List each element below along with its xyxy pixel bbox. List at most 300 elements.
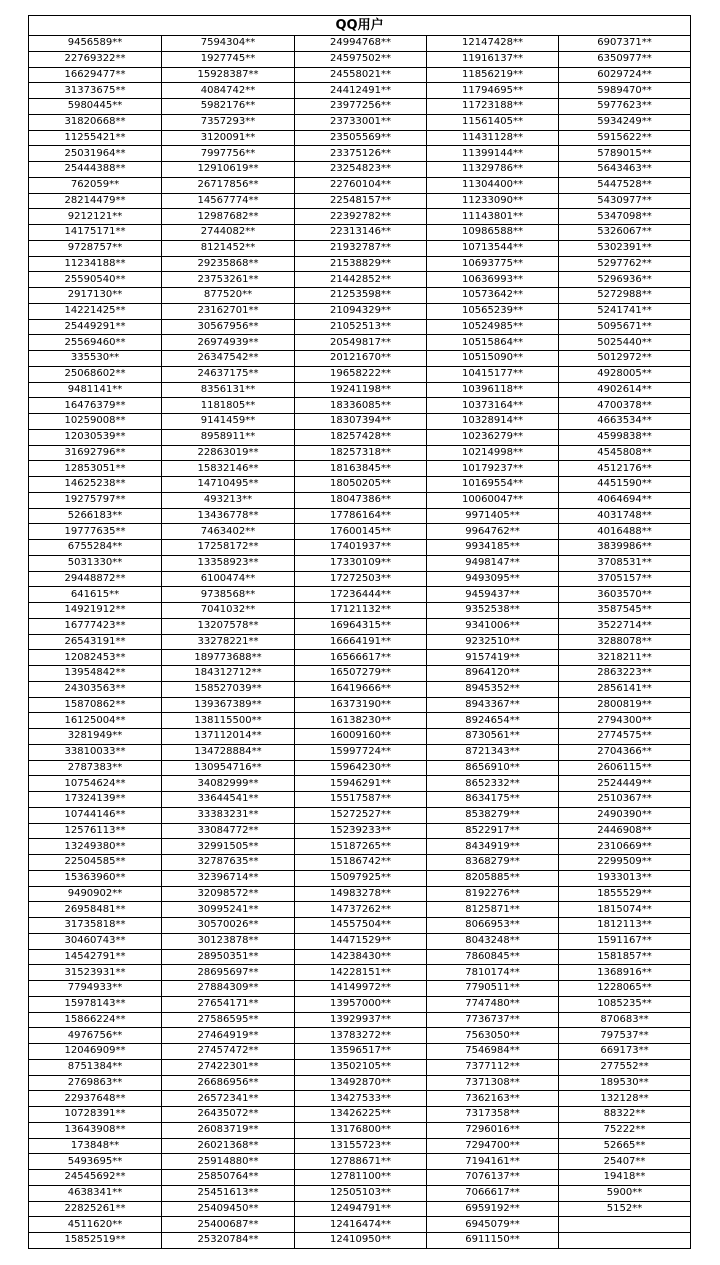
- table-row: [29, 492, 691, 508]
- table-row: [29, 870, 691, 886]
- table-cell: 7296016**: [427, 1122, 559, 1138]
- table-cell: 15517587**: [295, 792, 427, 808]
- table-cell: 14471529**: [295, 933, 427, 949]
- table-cell: 21442852**: [295, 272, 427, 288]
- table-cell: 5012972**: [559, 351, 691, 367]
- table-row: [29, 823, 691, 839]
- table-cell: 10728391**: [29, 1107, 162, 1123]
- table-cell: 13643908**: [29, 1122, 162, 1138]
- table-cell: 33810033**: [29, 744, 162, 760]
- table-row: [29, 83, 691, 99]
- table-cell: 15997724**: [295, 744, 427, 760]
- table-row: [29, 445, 691, 461]
- table-cell: 12788671**: [295, 1154, 427, 1170]
- table-cell: 5980445**: [29, 99, 162, 115]
- table-row: [29, 1201, 691, 1217]
- table-cell: 173848**: [29, 1138, 162, 1154]
- table-cell: 4663534**: [559, 414, 691, 430]
- table-cell: 3120091**: [162, 130, 295, 146]
- table-cell: 1591167**: [559, 933, 691, 949]
- table-cell: 25409450**: [162, 1201, 295, 1217]
- table-row: [29, 319, 691, 335]
- table-cell: 1927745**: [162, 51, 295, 67]
- table-cell: 12910619**: [162, 162, 295, 178]
- table-cell: 11794695**: [427, 83, 559, 99]
- table-cell: 2510367**: [559, 792, 691, 808]
- table-cell: 15866224**: [29, 1012, 162, 1028]
- table-cell: 8964120**: [427, 666, 559, 682]
- table-cell: 7377112**: [427, 1059, 559, 1075]
- table-cell: 6755284**: [29, 540, 162, 556]
- table-cell: 1228065**: [559, 981, 691, 997]
- table-cell: 4451590**: [559, 477, 691, 493]
- table-cell: 2856141**: [559, 681, 691, 697]
- table-cell: 31373675**: [29, 83, 162, 99]
- table-cell: 9934185**: [427, 540, 559, 556]
- table-cell: 30570026**: [162, 918, 295, 934]
- table-cell: 27457472**: [162, 1044, 295, 1060]
- table-cell: 9964762**: [427, 524, 559, 540]
- table-cell: 4902614**: [559, 382, 691, 398]
- table-cell: 11329786**: [427, 162, 559, 178]
- table-row: [29, 776, 691, 792]
- table-cell: 4084742**: [162, 83, 295, 99]
- table-cell: 641615**: [29, 587, 162, 603]
- table-cell: 7810174**: [427, 965, 559, 981]
- table-cell: 132128**: [559, 1091, 691, 1107]
- table-cell: 134728884**: [162, 744, 295, 760]
- table-cell: 5977623**: [559, 99, 691, 115]
- table-cell: 21052513**: [295, 319, 427, 335]
- table-row: [29, 697, 691, 713]
- table-cell: 8043248**: [427, 933, 559, 949]
- table-cell: 189530**: [559, 1075, 691, 1091]
- table-cell: 21253598**: [295, 288, 427, 304]
- table-cell: 16138230**: [295, 713, 427, 729]
- table-cell: 32396714**: [162, 870, 295, 886]
- table-cell: 3281949**: [29, 729, 162, 745]
- table-row: [29, 146, 691, 162]
- table-cell: 24303563**: [29, 681, 162, 697]
- table-cell: 8924654**: [427, 713, 559, 729]
- table-row: [29, 571, 691, 587]
- table-row: [29, 1044, 691, 1060]
- table-cell: 17258172**: [162, 540, 295, 556]
- table-row: [29, 666, 691, 682]
- table-cell: 9212121**: [29, 209, 162, 225]
- table-cell: 7041032**: [162, 603, 295, 619]
- table-cell: 1085235**: [559, 996, 691, 1012]
- table-cell: 10214998**: [427, 445, 559, 461]
- table-cell: 9352538**: [427, 603, 559, 619]
- table-cell: 25449291**: [29, 319, 162, 335]
- table-cell: 19777635**: [29, 524, 162, 540]
- table-cell: 30123878**: [162, 933, 295, 949]
- table-cell: 12082453**: [29, 650, 162, 666]
- table-row: [29, 1028, 691, 1044]
- table-cell: 30460743**: [29, 933, 162, 949]
- table-cell: 10636993**: [427, 272, 559, 288]
- table-cell: 10515864**: [427, 335, 559, 351]
- table-cell: 25031964**: [29, 146, 162, 162]
- table-cell: 10236279**: [427, 429, 559, 445]
- table-row: [29, 855, 691, 871]
- table-row: [29, 996, 691, 1012]
- table-row: [29, 209, 691, 225]
- table-cell: 13929937**: [295, 1012, 427, 1028]
- table-cell: 2787383**: [29, 760, 162, 776]
- table-cell: 8730561**: [427, 729, 559, 745]
- table-row: [29, 398, 691, 414]
- table-cell: 16419666**: [295, 681, 427, 697]
- table-cell: 12147428**: [427, 36, 559, 52]
- table-cell: 8368279**: [427, 855, 559, 871]
- table-cell: 33644541**: [162, 792, 295, 808]
- table-cell: 2774575**: [559, 729, 691, 745]
- table-cell: 18307394**: [295, 414, 427, 430]
- table-cell: 137112014**: [162, 729, 295, 745]
- table-cell: 3708531**: [559, 555, 691, 571]
- table-cell: 11856219**: [427, 67, 559, 83]
- table-cell: 13492870**: [295, 1075, 427, 1091]
- table-cell: 28214479**: [29, 193, 162, 209]
- table-row: [29, 650, 691, 666]
- table-row: [29, 634, 691, 650]
- table-cell: 32787635**: [162, 855, 295, 871]
- table-row: [29, 114, 691, 130]
- table-cell: 14557504**: [295, 918, 427, 934]
- table-cell: 8958911**: [162, 429, 295, 445]
- table-cell: 25068602**: [29, 366, 162, 382]
- table-cell: 10744146**: [29, 807, 162, 823]
- table-cell: 8652332**: [427, 776, 559, 792]
- table-row: [29, 67, 691, 83]
- table-cell: 24637175**: [162, 366, 295, 382]
- table-cell: 23977256**: [295, 99, 427, 115]
- table-row: [29, 587, 691, 603]
- table-cell: 11233090**: [427, 193, 559, 209]
- table-row: [29, 335, 691, 351]
- table-cell: 16009160**: [295, 729, 427, 745]
- table-row: [29, 414, 691, 430]
- table-cell: 7362163**: [427, 1091, 559, 1107]
- table-cell: 5241741**: [559, 303, 691, 319]
- table-cell: 22825261**: [29, 1201, 162, 1217]
- table-cell: 15870862**: [29, 697, 162, 713]
- table-cell: 11431128**: [427, 130, 559, 146]
- table-cell: 18336085**: [295, 398, 427, 414]
- table-cell: 9481141**: [29, 382, 162, 398]
- table-cell: 29235868**: [162, 256, 295, 272]
- table-cell: 7546984**: [427, 1044, 559, 1060]
- table-cell: 11916137**: [427, 51, 559, 67]
- table-cell: 10169554**: [427, 477, 559, 493]
- table-cell: 5430977**: [559, 193, 691, 209]
- table-cell: 2524449**: [559, 776, 691, 792]
- table-cell: 9738568**: [162, 587, 295, 603]
- table-cell: 7736737**: [427, 1012, 559, 1028]
- table-cell: 3705157**: [559, 571, 691, 587]
- table-cell: 1181805**: [162, 398, 295, 414]
- table-cell: 16566617**: [295, 650, 427, 666]
- table-row: [29, 1107, 691, 1123]
- table-cell: 8205885**: [427, 870, 559, 886]
- table-row: [29, 193, 691, 209]
- table-cell: 2310669**: [559, 839, 691, 855]
- table-cell: 4638341**: [29, 1185, 162, 1201]
- table-cell: 25407**: [559, 1154, 691, 1170]
- table-cell: 9456589**: [29, 36, 162, 52]
- table-cell: 8751384**: [29, 1059, 162, 1075]
- table-cell: 797537**: [559, 1028, 691, 1044]
- table-cell: 10754624**: [29, 776, 162, 792]
- table-cell: 15928387**: [162, 67, 295, 83]
- table-cell: 8721343**: [427, 744, 559, 760]
- table-cell: 25569460**: [29, 335, 162, 351]
- table-cell: 5934249**: [559, 114, 691, 130]
- table-cell: 13249380**: [29, 839, 162, 855]
- table-cell: 17324139**: [29, 792, 162, 808]
- table-cell: 23254823**: [295, 162, 427, 178]
- table-row: [29, 524, 691, 540]
- table-cell: 33278221**: [162, 634, 295, 650]
- table-row: [29, 225, 691, 241]
- table-cell: 5095671**: [559, 319, 691, 335]
- table-cell: 33084772**: [162, 823, 295, 839]
- table-row: [29, 303, 691, 319]
- table-cell: 14228151**: [295, 965, 427, 981]
- table-row: [29, 130, 691, 146]
- table-cell: 158527039**: [162, 681, 295, 697]
- table-cell: 4512176**: [559, 461, 691, 477]
- table-cell: 10573642**: [427, 288, 559, 304]
- table-cell: 11234188**: [29, 256, 162, 272]
- table-cell: 130954716**: [162, 760, 295, 776]
- table-row: [29, 792, 691, 808]
- table-cell: 7997756**: [162, 146, 295, 162]
- table-cell: 22937648**: [29, 1091, 162, 1107]
- table-cell: 14542791**: [29, 949, 162, 965]
- table-cell: 5297762**: [559, 256, 691, 272]
- table-cell: 18050205**: [295, 477, 427, 493]
- table-cell: 7076137**: [427, 1170, 559, 1186]
- table-cell: 22392782**: [295, 209, 427, 225]
- table-row: [29, 36, 691, 52]
- table-cell: 18163845**: [295, 461, 427, 477]
- table-cell: 13176800**: [295, 1122, 427, 1138]
- table-cell: 19418**: [559, 1170, 691, 1186]
- table-cell: 493213**: [162, 492, 295, 508]
- table-cell: 29448872**: [29, 571, 162, 587]
- table-cell: 13358923**: [162, 555, 295, 571]
- table-cell: 5789015**: [559, 146, 691, 162]
- table-cell: 34082999**: [162, 776, 295, 792]
- table-cell: 8943367**: [427, 697, 559, 713]
- table-cell: 184312712**: [162, 666, 295, 682]
- table-cell: 17330109**: [295, 555, 427, 571]
- table-cell: 7357293**: [162, 114, 295, 130]
- table-cell: 4700378**: [559, 398, 691, 414]
- table-cell: 9459437**: [427, 587, 559, 603]
- table-cell: 26958481**: [29, 902, 162, 918]
- table-cell: 21094329**: [295, 303, 427, 319]
- table-cell: 30995241**: [162, 902, 295, 918]
- table-cell: 26572341**: [162, 1091, 295, 1107]
- table-cell: 4016488**: [559, 524, 691, 540]
- table-cell: 15186742**: [295, 855, 427, 871]
- table-cell: 762059**: [29, 177, 162, 193]
- table-cell: 5447528**: [559, 177, 691, 193]
- table-cell: 15363960**: [29, 870, 162, 886]
- table-cell: 22313146**: [295, 225, 427, 241]
- table-cell: 27464919**: [162, 1028, 295, 1044]
- table-cell: 4976756**: [29, 1028, 162, 1044]
- table-cell: 13957000**: [295, 996, 427, 1012]
- table-cell: 335530**: [29, 351, 162, 367]
- table-row: [29, 240, 691, 256]
- table-cell: 14567774**: [162, 193, 295, 209]
- table-cell: 4064694**: [559, 492, 691, 508]
- table-cell: 7794933**: [29, 981, 162, 997]
- table-cell: 14149972**: [295, 981, 427, 997]
- table-cell: 7790511**: [427, 981, 559, 997]
- table-cell: 15832146**: [162, 461, 295, 477]
- table-cell: 7563050**: [427, 1028, 559, 1044]
- table-row: [29, 603, 691, 619]
- table-cell: 17121132**: [295, 603, 427, 619]
- table-row: [29, 729, 691, 745]
- table-cell: 5915622**: [559, 130, 691, 146]
- table-cell: 1855529**: [559, 886, 691, 902]
- table-cell: 25914880**: [162, 1154, 295, 1170]
- table-cell: 10524985**: [427, 319, 559, 335]
- table-cell: 27654171**: [162, 996, 295, 1012]
- table-cell: 6959192**: [427, 1201, 559, 1217]
- table-cell: 24545692**: [29, 1170, 162, 1186]
- table-cell: 11143801**: [427, 209, 559, 225]
- table-cell: 25850764**: [162, 1170, 295, 1186]
- table-cell: 25451613**: [162, 1185, 295, 1201]
- table-cell: 14625238**: [29, 477, 162, 493]
- table-cell: 9341006**: [427, 618, 559, 634]
- table-cell: 16373190**: [295, 697, 427, 713]
- table-cell: 9728757**: [29, 240, 162, 256]
- table-cell: 8434919**: [427, 839, 559, 855]
- table-cell: 5900**: [559, 1185, 691, 1201]
- table-row: [29, 1091, 691, 1107]
- table-cell: 5493695**: [29, 1154, 162, 1170]
- table-cell: 19241198**: [295, 382, 427, 398]
- table-cell: 1581857**: [559, 949, 691, 965]
- table-cell: 21932787**: [295, 240, 427, 256]
- table-cell: 18257428**: [295, 429, 427, 445]
- table-cell: 12046909**: [29, 1044, 162, 1060]
- table-cell: 2744082**: [162, 225, 295, 241]
- table-cell: 31820668**: [29, 114, 162, 130]
- table-cell: 15239233**: [295, 823, 427, 839]
- table-cell: 7860845**: [427, 949, 559, 965]
- table-cell: 4031748**: [559, 508, 691, 524]
- table-cell: 2769863**: [29, 1075, 162, 1091]
- table-row: [29, 429, 691, 445]
- table-cell: 14175171**: [29, 225, 162, 241]
- table-cell: 30567956**: [162, 319, 295, 335]
- table-cell: 27422301**: [162, 1059, 295, 1075]
- table-cell: 14983278**: [295, 886, 427, 902]
- table-cell: 23375126**: [295, 146, 427, 162]
- table-cell: 25320784**: [162, 1233, 295, 1249]
- table-cell: 5031330**: [29, 555, 162, 571]
- table-cell: 24994768**: [295, 36, 427, 52]
- table-cell: 2446908**: [559, 823, 691, 839]
- table-cell: 15964230**: [295, 760, 427, 776]
- table-row: [29, 477, 691, 493]
- table-cell: 6100474**: [162, 571, 295, 587]
- table-row: [29, 1233, 691, 1249]
- table-row: [29, 713, 691, 729]
- table-cell: [559, 1217, 691, 1233]
- table-cell: 2299509**: [559, 855, 691, 871]
- table-cell: 17272503**: [295, 571, 427, 587]
- table-cell: 10259008**: [29, 414, 162, 430]
- table-cell: 13436778**: [162, 508, 295, 524]
- table-cell: 24597502**: [295, 51, 427, 67]
- table-row: [29, 51, 691, 67]
- table-cell: 14221425**: [29, 303, 162, 319]
- table-row: [29, 288, 691, 304]
- table-row: [29, 1138, 691, 1154]
- table-cell: 15272527**: [295, 807, 427, 823]
- table-cell: 8192276**: [427, 886, 559, 902]
- table-cell: 12505103**: [295, 1185, 427, 1201]
- table-row: [29, 1075, 691, 1091]
- table-cell: 4599838**: [559, 429, 691, 445]
- table-cell: 5266183**: [29, 508, 162, 524]
- table-cell: 7294700**: [427, 1138, 559, 1154]
- table-row: [29, 272, 691, 288]
- table-cell: 7066617**: [427, 1185, 559, 1201]
- table-row: [29, 1154, 691, 1170]
- table-cell: 669173**: [559, 1044, 691, 1060]
- table-cell: 23162701**: [162, 303, 295, 319]
- table-cell: 22548157**: [295, 193, 427, 209]
- table-cell: 10713544**: [427, 240, 559, 256]
- table-row: [29, 618, 691, 634]
- table-cell: 14921912**: [29, 603, 162, 619]
- table-cell: 25590540**: [29, 272, 162, 288]
- table-cell: 1812113**: [559, 918, 691, 934]
- table-cell: 11255421**: [29, 130, 162, 146]
- table-title: QQ用户: [29, 16, 691, 36]
- table-row: [29, 760, 691, 776]
- table-cell: 12576113**: [29, 823, 162, 839]
- table-cell: 22863019**: [162, 445, 295, 461]
- table-cell: 15946291**: [295, 776, 427, 792]
- table-cell: 26435072**: [162, 1107, 295, 1123]
- table-cell: 10060047**: [427, 492, 559, 508]
- table-cell: 11561405**: [427, 114, 559, 130]
- table-cell: 8356131**: [162, 382, 295, 398]
- table-cell: 17600145**: [295, 524, 427, 540]
- table-cell: 21538829**: [295, 256, 427, 272]
- table-cell: 5152**: [559, 1201, 691, 1217]
- table-cell: 14238430**: [295, 949, 427, 965]
- table-cell: 3603570**: [559, 587, 691, 603]
- table-row: [29, 351, 691, 367]
- table-cell: 12416474**: [295, 1217, 427, 1233]
- table-cell: 3839986**: [559, 540, 691, 556]
- table-cell: 20121670**: [295, 351, 427, 367]
